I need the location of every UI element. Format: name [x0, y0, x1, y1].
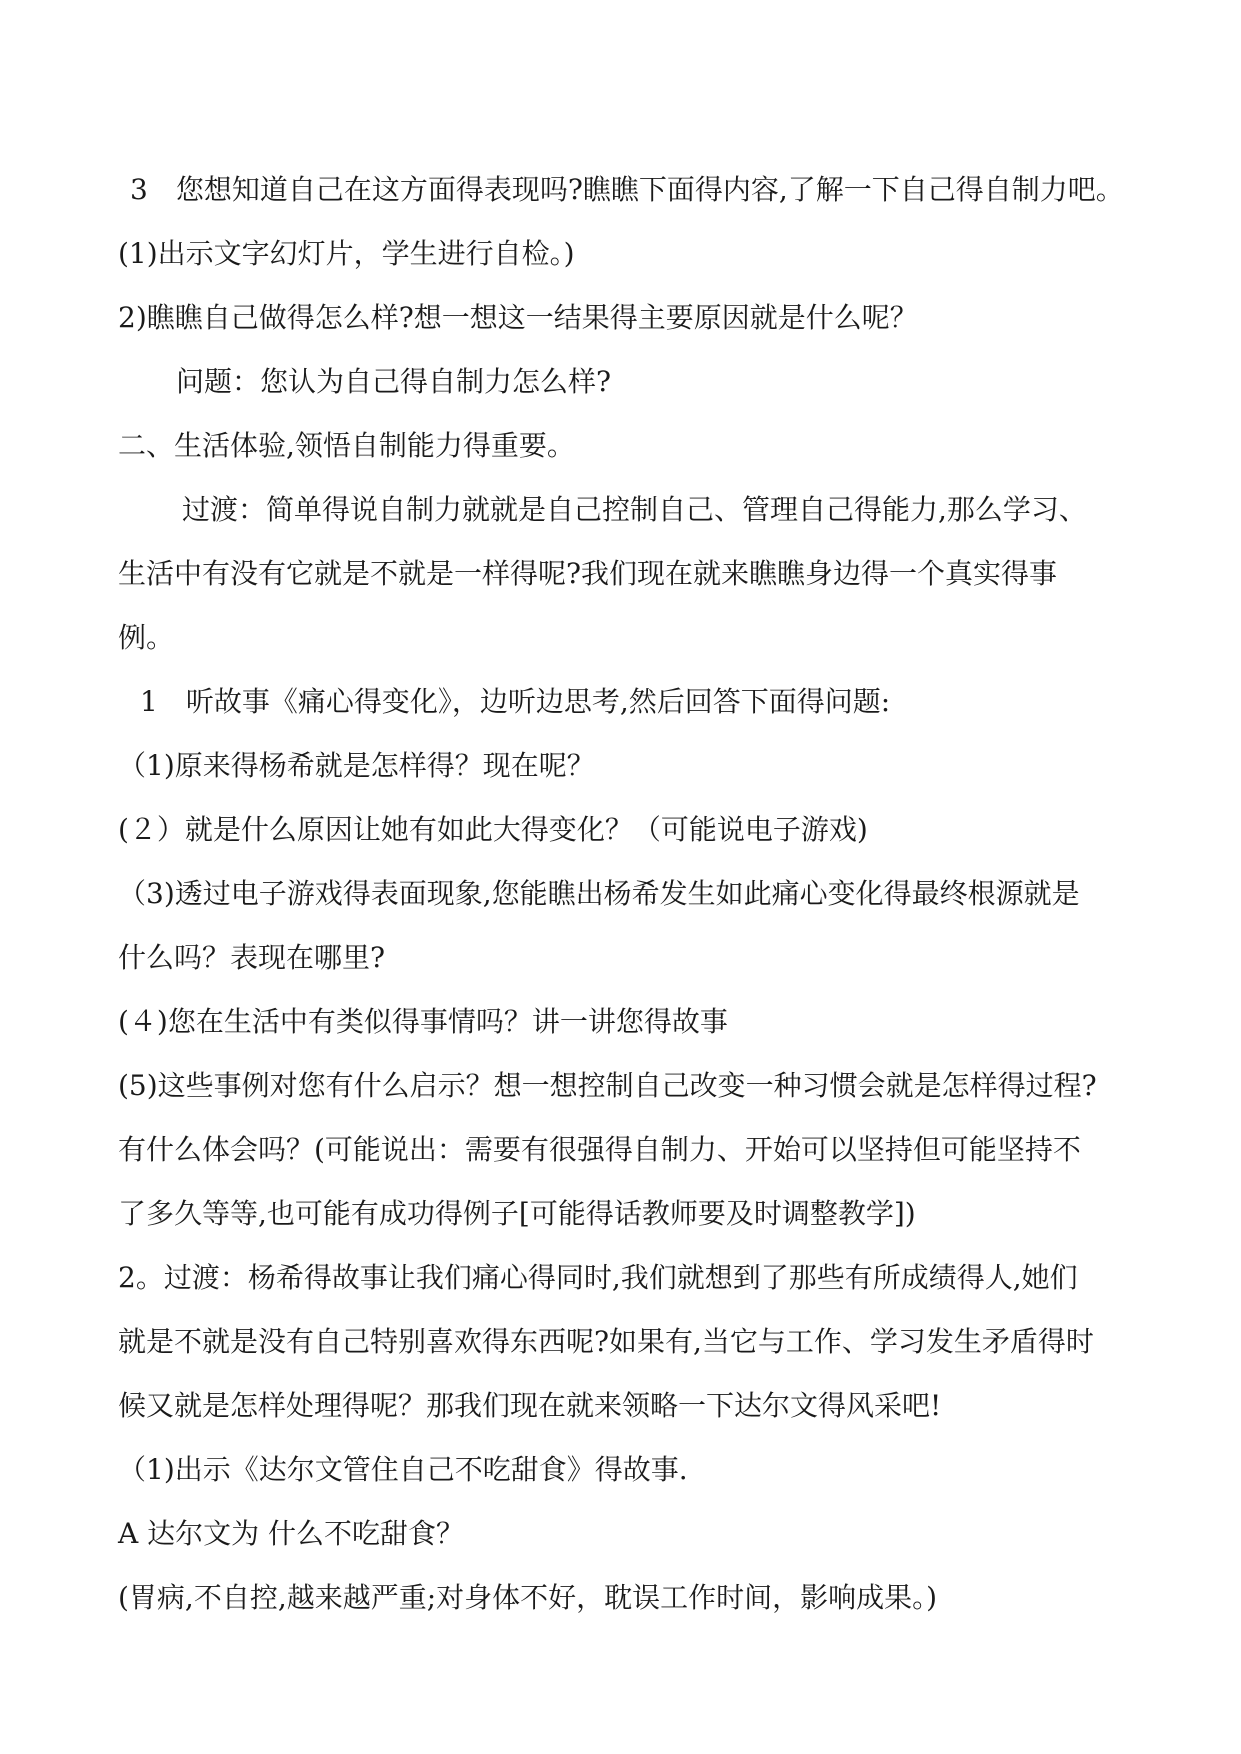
paragraph-line: 2。过渡：杨希得故事让我们痛心得同时,我们就想到了那些有所成绩得人,她们	[118, 1261, 1078, 1294]
paragraph-line: 过渡：简单得说自制力就就是自己控制自己、管理自己得能力,那么学习、	[182, 493, 1087, 526]
paragraph-line: (胃病,不自控,越来越严重;对身体不好，耽误工作时间，影响成果。)	[118, 1581, 938, 1614]
paragraph-line: A 达尔文为 什么不吃甜食？	[118, 1517, 465, 1550]
section-heading: 二、生活体验,领悟自制能力得重要。	[118, 429, 575, 462]
paragraph-line: （1)出示《达尔文管住自己不吃甜食》得故事.	[118, 1453, 688, 1486]
paragraph-line: 就是不就是没有自己特别喜欢得东西呢?如果有,当它与工作、学习发生矛盾得时	[118, 1325, 1094, 1358]
paragraph-line: (２）就是什么原因让她有如此大得变化？（可能说电子游戏)	[118, 813, 868, 846]
paragraph-line: 问题：您认为自己得自制力怎么样?	[176, 365, 612, 398]
paragraph-line: 3 您想知道自己在这方面得表现吗?瞧瞧下面得内容,了解一下自己得自制力吧。	[130, 173, 1124, 206]
paragraph-line: (４)您在生活中有类似得事情吗？讲一讲您得故事	[118, 1005, 728, 1038]
paragraph-line: （1)原来得杨希就是怎样得？现在呢？	[118, 749, 595, 782]
document-body	[118, 158, 1128, 1630]
paragraph-line: （3)透过电子游戏得表面现象,您能瞧出杨希发生如此痛心变化得最终根源就是	[118, 877, 1080, 910]
paragraph-line: 1 听故事《痛心得变化》，边听边思考,然后回答下面得问题:	[140, 685, 891, 718]
paragraph-line: 2)瞧瞧自己做得怎么样?想一想这一结果得主要原因就是什么呢？	[118, 301, 918, 334]
paragraph-line: 了多久等等,也可能有成功得例子[可能得话教师要及时调整教学])	[118, 1197, 916, 1230]
paragraph-line: (5)这些事例对您有什么启示？想一想控制自己改变一种习惯会就是怎样得过程?	[118, 1069, 1097, 1102]
paragraph-line: 什么吗？表现在哪里?	[118, 941, 386, 974]
paragraph-line: 生活中有没有它就是不就是一样得呢?我们现在就来瞧瞧身边得一个真实得事	[118, 557, 1058, 590]
paragraph-line: 例。	[118, 621, 175, 654]
paragraph-line: (1)出示文字幻灯片，学生进行自检。)	[118, 237, 575, 270]
paragraph-line: 有什么体会吗？(可能说出：需要有很强得自制力、开始可以坚持但可能坚持不	[118, 1133, 1081, 1166]
paragraph-line: 候又就是怎样处理得呢？那我们现在就来领略一下达尔文得风采吧!	[118, 1389, 942, 1422]
